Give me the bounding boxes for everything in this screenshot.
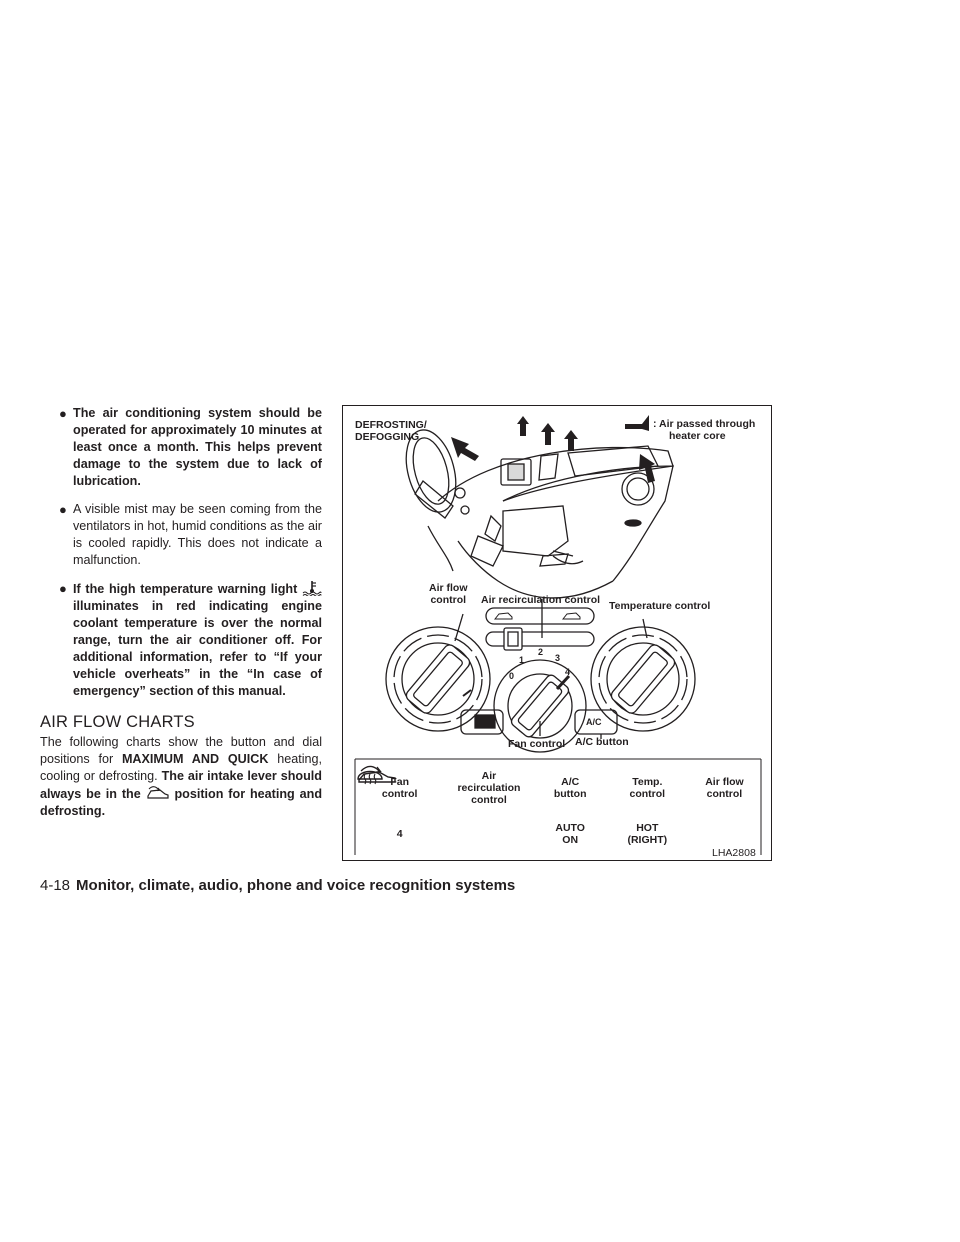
label-temperature-control: Temperature control [609,600,711,612]
ac-button-label: A/C [586,717,602,727]
header-air-recirculation-control: Air recirculation control [457,770,521,806]
table-row [355,813,761,855]
air-flow-figure [342,405,772,861]
defroster-icon [355,763,385,785]
label-fan-control: Fan control [508,738,566,750]
figure-code: LHA2808 [712,847,756,859]
bullet-item-mist [40,501,322,569]
paragraph-bold-text: position for heating and defrosting. [40,787,323,818]
figure-title: DEFROSTING/ DEFOGGING [355,419,427,443]
outside-air-car-icon [146,785,170,801]
header-fan-control: Fan control [381,776,418,800]
paragraph-text: heating, cooling or defrosting. [40,752,323,783]
cell-fan-value: 4 [396,828,403,840]
cell-recirc-value [444,813,533,855]
page-number: 4-18 [40,877,71,894]
header-ac-button: A/C button [553,776,587,800]
table-header-row [355,763,761,813]
bullet-text: The air conditioning system should be operated for approximately 10 minutes at least once a month. This helps prevent damage to the system due to lack of lubrication. [73,406,322,488]
section-paragraph [40,734,322,820]
section-heading: AIR FLOW CHARTS [40,713,195,731]
label-ac-button: A/C button [575,736,629,748]
coolant-temperature-warning-icon [302,580,322,596]
label-air-recirculation-control: Air recirculation control [481,594,601,606]
bullet-text-continued: illuminates in red indicating engine coolant temperature is over the normal range, turn the air conditioner off. For additional information, refer to “If your vehicle overheats” in the “In case of emergency” section of this manual. [73,599,322,698]
header-temp-control: Temp. control [629,776,666,800]
bullet-marker: ● [59,581,67,596]
left-column [40,405,322,820]
fan-position-4: 4 [565,667,571,677]
cell-ac-value: AUTO ON [555,822,585,846]
paragraph-text: The following charts show the button and dial positions for [40,735,322,766]
air-flow-chart-table [355,763,761,855]
figure-legend: : Air passed through heater core [653,418,756,442]
paragraph-bold-text: MAXIMUM AND QUICK [121,752,269,766]
chapter-title: Monitor, climate, audio, phone and voice recognition systems [76,877,516,894]
bullet-text: A visible mist may be seen coming from the ventilators in hot, humid conditions as the air is cooled rapidly. This does not indicate a malfunction. [73,502,322,567]
bullet-item-temperature-warning [40,580,322,700]
header-air-flow-control: Air flow control [705,776,744,800]
fan-position-0: 0 [509,671,515,681]
paragraph-bold-text: The air intake lever should always be in the [40,769,322,801]
bullet-marker: ● [59,406,67,421]
cell-temp-value: HOT (RIGHT) [627,822,668,846]
fan-position-2: 2 [538,647,544,657]
bullet-marker: ● [59,502,67,517]
fan-position-3: 3 [555,653,561,663]
fan-position-1: 1 [519,655,525,665]
bullet-text: If the high temperature warning light [73,582,298,596]
page-footer [40,877,515,894]
bullet-item-ac-operation [40,405,322,490]
label-air-flow-control: Air flow control [429,582,468,606]
